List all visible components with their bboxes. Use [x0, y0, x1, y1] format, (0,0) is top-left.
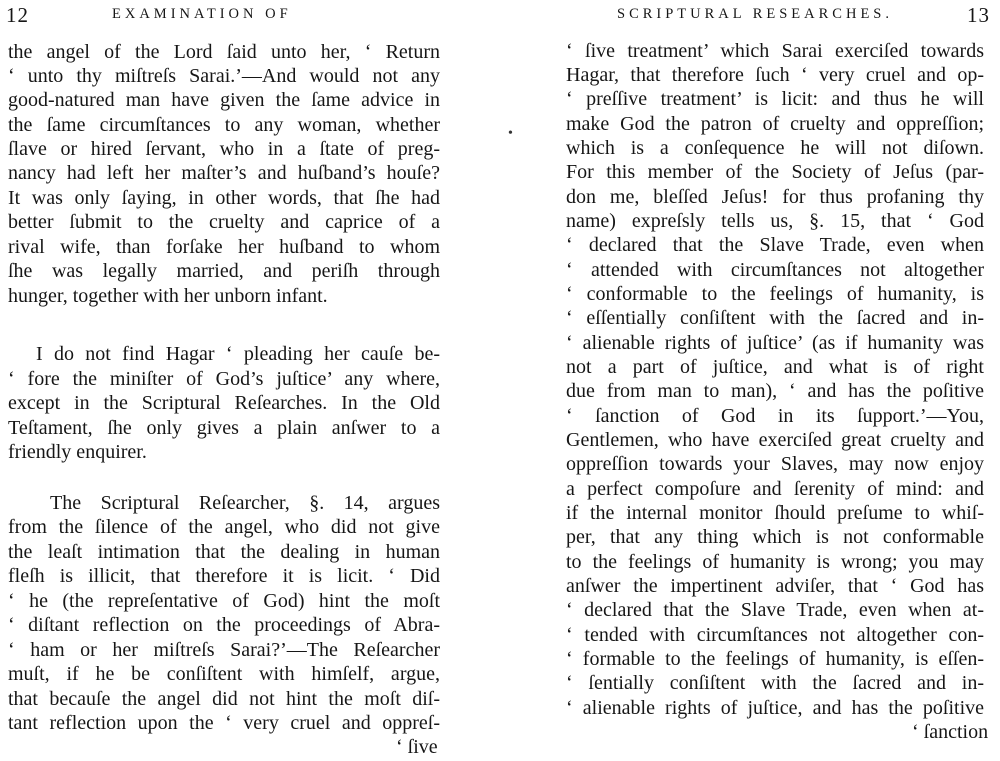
running-head: SCRIPTURAL RESEARCHES. — [617, 6, 893, 22]
text-line: the leaſt intimation that the dealing in human — [8, 541, 440, 563]
text-line: ſlave or hired ſervant, who in a ſtate of preg- — [8, 138, 440, 160]
text-line: nancy had left her maſter’s and huſband’s houſe? — [8, 162, 440, 184]
text-line: muſt, if he be conſiſtent with himſelf, argue, — [8, 663, 440, 685]
text-line: ‘ ham or her miſtreſs Sarai?’—The Reſearcher — [8, 639, 440, 661]
text-line: per, that any thing which is not conformable — [566, 526, 984, 548]
text-line: ‘ diſtant reflection on the proceedings of Abra- — [8, 614, 440, 636]
text-line: don me, bleſſed Jeſus! for thus profaning thy — [566, 186, 984, 208]
text-line: due from man to man), ‘ and has the poſitive — [566, 380, 984, 402]
text-line: For this member of the Society of Jeſus (par- — [566, 161, 984, 183]
text-line: rival wife, than forſake her huſband to whom — [8, 236, 440, 258]
page-number: 12 — [6, 3, 29, 27]
text-line: from the ſilence of the angel, who did not give — [8, 516, 440, 538]
text-line: anſwer the impertinent adviſer, that ‘ God has — [566, 575, 984, 597]
text-line: ‘ declared that the Slave Trade, even when — [566, 234, 984, 256]
text-line: oppreſſion towards your Slaves, may now enjoy — [566, 453, 984, 475]
text-line: The Scriptural Reſearcher, §. 14, argues — [50, 492, 440, 514]
text-line: the ſame circumſtances to any woman, whether — [8, 114, 440, 136]
text-line: make God the patron of cruelty and oppreſſion; — [566, 113, 984, 135]
text-line: not a part of juſtice, and what is of right — [566, 356, 984, 378]
text-line: ‘ tended with circumſtances not altogether con- — [566, 624, 984, 646]
text-line: ‘ declared that the Slave Trade, even when at- — [566, 599, 984, 621]
text-line: hunger, together with her unborn infant. — [8, 285, 328, 307]
text-line: ‘ fore the miniſter of God’s juſtice’ any where, — [8, 368, 440, 390]
text-line: I do not find Hagar ‘ pleading her cauſe be- — [36, 343, 440, 365]
running-head: EXAMINATION OF — [112, 6, 292, 22]
text-line: ‘ attended with circumſtances not altogether — [566, 259, 984, 281]
text-line: ‘ formable to the feelings of humanity, is eſſen- — [566, 648, 984, 670]
text-line: ‘ eſſentially conſiſtent with the ſacred and in- — [566, 307, 984, 329]
text-line: name) expreſsly tells us, §. 15, that ‘ God — [566, 210, 984, 232]
text-line: ‘ conformable to the feelings of humanity, is — [566, 283, 984, 305]
text-line: ‘ alienable rights of juſtice’ (as if humanity was — [566, 332, 984, 354]
text-line: ‘ ſive treatment’ which Sarai exerciſed towards — [566, 40, 984, 62]
text-line: ſhe was legally married, and periſh through — [8, 260, 440, 282]
text-line: ‘ ſentially conſiſtent with the ſacred and in- — [566, 672, 984, 694]
text-line: that becauſe the angel did not hint the moſt diſ- — [8, 688, 440, 710]
text-line: ‘ he (the repreſentative of God) hint the moſt — [8, 590, 440, 612]
text-line: better ſubmit to the cruelty and caprice of a — [8, 211, 440, 233]
text-line: a perfect compoſure and ſerenity of mind: and — [566, 478, 984, 500]
text-line: the angel of the Lord ſaid unto her, ‘ Return — [8, 41, 440, 63]
text-line: if the internal monitor ſhould preſume to whiſ- — [566, 502, 984, 524]
text-line: friendly enquirer. — [8, 441, 147, 463]
text-line: Hagar, that therefore ſuch ‘ very cruel and op- — [566, 64, 984, 86]
text-line: good-natured man have given the ſame advice in — [8, 89, 440, 111]
text-line: fleſh is illicit, that therefore it is licit. ‘ Did — [8, 565, 440, 587]
catchword: ‘ ſanction — [912, 721, 989, 743]
text-line: ‘ ſanction of God in its ſupport.’—You, — [566, 405, 984, 427]
text-line: ‘ unto thy miſtreſs Sarai.’—And would not any — [8, 65, 440, 87]
text-line: It was only ſaying, in other words, that ſhe had — [8, 187, 440, 209]
text-line: Gentlemen, who have exerciſed great cruelty and — [566, 429, 984, 451]
text-line: ‘ preſſive treatment’ is licit: and thus he will — [566, 88, 984, 110]
page-number: 13 — [967, 3, 990, 27]
right-page — [500, 0, 1000, 761]
text-line: ‘ alienable rights of juſtice, and has the poſitive — [566, 697, 984, 719]
text-line: tant reflection upon the ‘ very cruel and oppreſ- — [8, 712, 440, 734]
dot-mark: • — [508, 126, 513, 141]
catchword: ‘ ſive — [396, 736, 438, 758]
text-line: to the feelings of humanity is wrong; you may — [566, 551, 984, 573]
text-line: except in the Scriptural Reſearches. In the Old — [8, 392, 440, 414]
text-line: which is a conſequence he will not diſown. — [566, 137, 984, 159]
text-line: Teſtament, ſhe only gives a plain anſwer to a — [8, 417, 440, 439]
